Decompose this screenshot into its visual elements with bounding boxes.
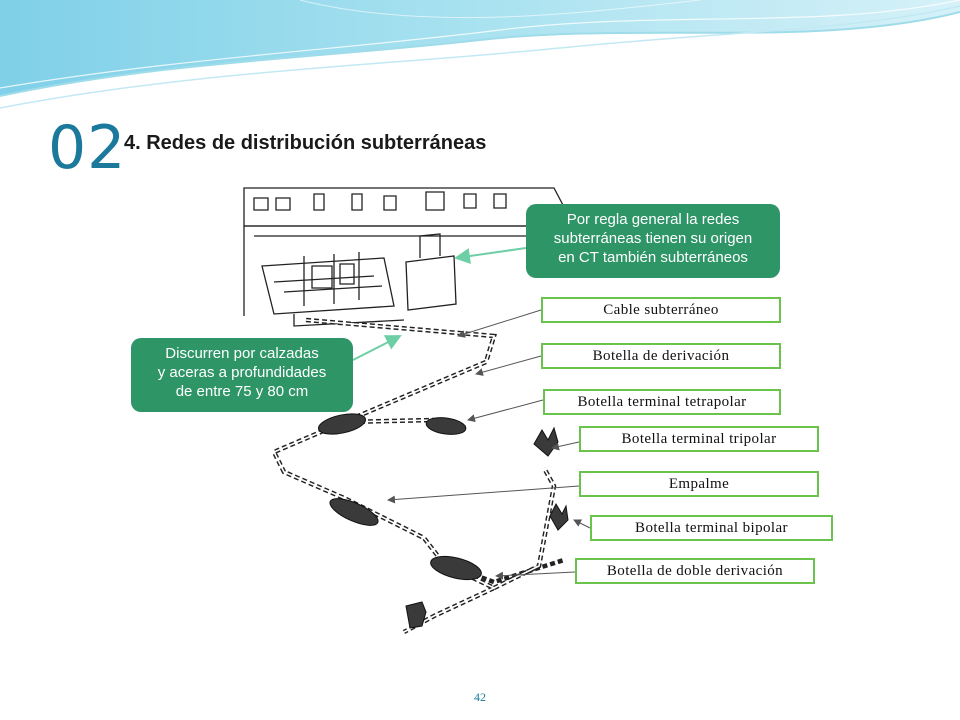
slide-number: 02	[48, 113, 127, 183]
label-botella-doble-derivacion: Botella de doble derivación	[575, 558, 815, 584]
label-botella-bipolar: Botella terminal bipolar	[590, 515, 833, 541]
origin-note-line: subterráneas tienen su origen	[553, 230, 753, 247]
depth-note	[131, 338, 353, 412]
depth-note-line: y aceras a profundidades	[157, 364, 327, 381]
label-botella-derivacion: Botella de derivación	[541, 343, 781, 369]
header-waves	[0, 0, 960, 120]
origin-note-line: Por regla general la redes	[566, 211, 740, 228]
slide-title: 4. Redes de distribución subterráneas	[124, 132, 487, 154]
label-botella-tripolar: Botella terminal tripolar	[579, 426, 819, 452]
origin-note	[526, 204, 780, 278]
origin-note-line: en CT también subterráneos	[558, 249, 748, 266]
page-number: 42	[474, 690, 486, 704]
depth-note-line: Discurren por calzadas	[165, 345, 319, 362]
label-botella-tetrapolar: Botella terminal tetrapolar	[543, 389, 781, 415]
label-empalme: Empalme	[579, 471, 819, 497]
label-cable-subterraneo: Cable subterráneo	[541, 297, 781, 323]
depth-note-line: de entre 75 y 80 cm	[175, 383, 309, 400]
